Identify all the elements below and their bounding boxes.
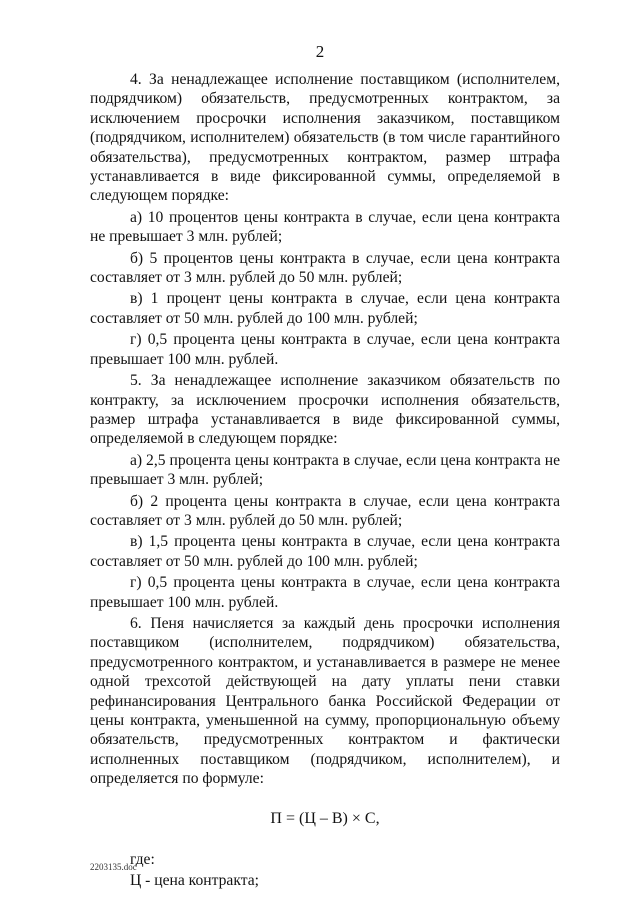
- paragraph-5b: б) 2 процента цены контракта в случае, если цена контракта составляет от 3 млн. рублей до 50 млн. рублей;: [90, 492, 560, 529]
- paragraph-5g: г) 0,5 процента цены контракта в случае, если цена контракта превышает 100 млн. рублей.: [90, 574, 560, 611]
- document-body: [90, 70, 560, 893]
- paragraph-4a: а) 10 процентов цены контракта в случае, если цена контракта не превышает 3 млн. рублей;: [90, 208, 560, 246]
- penalty-formula: П = (Ц – В) × С,: [270, 809, 380, 827]
- paragraph-4v: в) 1 процент цены контракта в случае, если цена контракта составляет от 50 млн. рублей до 100 млн. рублей;: [90, 290, 560, 327]
- definition-contract-price: Ц - цена контракта;: [130, 872, 259, 890]
- where-label: где:: [130, 851, 155, 869]
- paragraph-4b: б) 5 процентов цены контракта в случае, если цена контракта составляет от 3 млн. рублей до 50 млн. рублей;: [90, 249, 560, 287]
- paragraph-4g: г) 0,5 процента цены контракта в случае, если цена контракта превышает 100 млн. рублей.: [90, 331, 560, 368]
- paragraph-4: 4. За ненадлежащее исполнение поставщиком (исполнителем, подрядчиком) обязательств, предусмотренных контрактом, за исключением просрочки исполнения заказчиком, поставщиком (подрядчиком, исполнителем) обязательств (в том числе гарантийного обязательства), предусмотренных контрактом, размер штрафа устанавливается в виде фиксированной суммы, определяемой в следующем порядке:: [90, 71, 560, 205]
- page-number: 2: [315, 42, 325, 61]
- paragraph-6: 6. Пеня начисляется за каждый день просрочки исполнения поставщиком (исполнителем, подрядчиком) обязательства, предусмотренного контрактом, и устанавливается в размере не менее одной трехсотой действующей на дату уплаты пени ставки рефинансирования Центрального банка Российской Федерации от цены контракта, уменьшенной на сумму, пропорциональную объему обязательств, предусмотренных контрактом и фактически исполненных поставщиком (подрядчиком, исполнителем), и определяется по формуле:: [90, 614, 560, 788]
- paragraph-5v: в) 1,5 процента цены контракта в случае, если цена контракта составляет от 50 млн. рублей до 100 млн. рублей;: [90, 533, 560, 570]
- paragraph-5a: а) 2,5 процента цены контракта в случае, если цена контракта не превышает 3 млн. рублей;: [90, 451, 560, 489]
- paragraph-5: 5. За ненадлежащее исполнение заказчиком обязательств по контракту, за исключением просрочки исполнения обязательств, размер штрафа устанавливается в виде фиксированной суммы, определяемой в следующем порядке:: [90, 372, 560, 448]
- footer-filename: 2203135.doc: [90, 862, 137, 872]
